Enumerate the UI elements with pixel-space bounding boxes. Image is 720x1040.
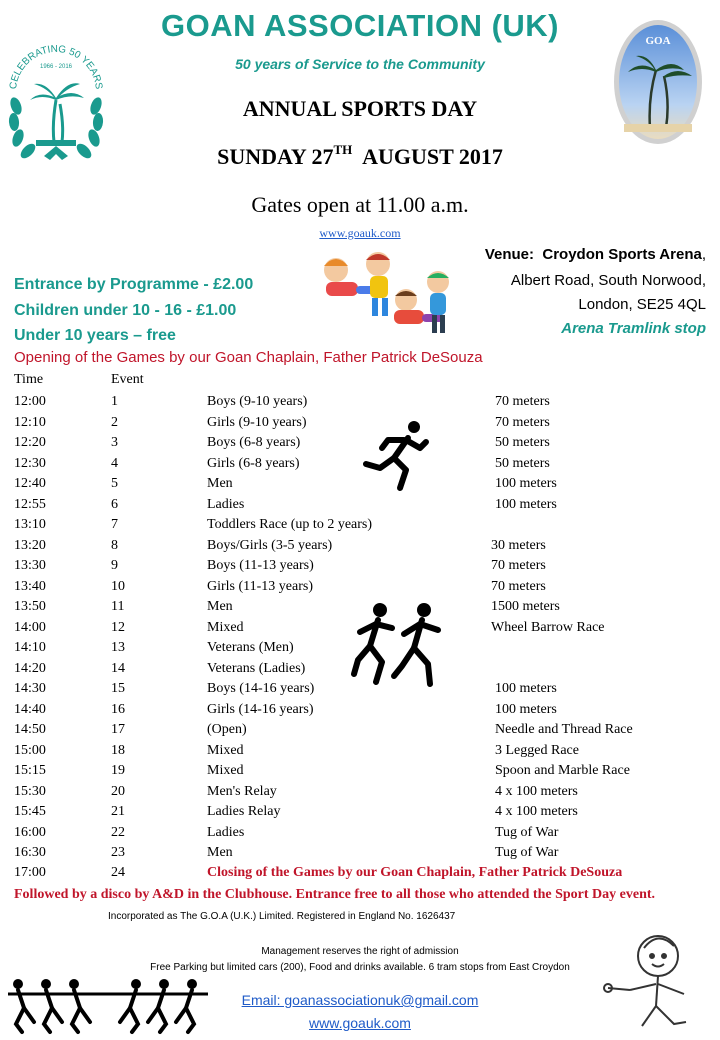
event-time: 14:00 xyxy=(14,619,46,635)
management-notice: Management reserves the right of admission xyxy=(261,946,459,957)
logo-arc-text: CELEBRATING 50 YEARS xyxy=(8,43,104,90)
event-distance: Needle and Thread Race xyxy=(495,722,633,737)
event-distance: Tug of War xyxy=(495,824,559,840)
event-distance: 3 Legged Race xyxy=(495,742,579,758)
event-number: 14 xyxy=(111,660,125,676)
event-number: 22 xyxy=(111,824,125,840)
event-number: 13 xyxy=(111,640,125,655)
event-time: 12:40 xyxy=(14,476,46,491)
event-time: 15:00 xyxy=(14,742,46,758)
schedule-row xyxy=(0,517,720,537)
schedule-row xyxy=(0,497,720,517)
event-distance: 50 meters xyxy=(495,435,550,450)
schedule-row xyxy=(0,722,720,742)
event-category: Mixed xyxy=(207,763,244,778)
schedule-row xyxy=(0,743,720,763)
event-number: 23 xyxy=(111,845,125,860)
date-suffix: TH xyxy=(333,142,353,157)
closing-text: Closing of the Games by our Goan Chaplain, Father Patrick DeSouza xyxy=(207,865,623,880)
event-distance: Wheel Barrow Race xyxy=(491,619,605,635)
schedule-row xyxy=(0,394,720,414)
runners-pair-icon xyxy=(350,598,450,692)
date-rest: AUGUST 2017 xyxy=(352,144,503,169)
incorporation-notice: Incorporated as The G.O.A (U.K.) Limited. Registered in England No. 1626437 xyxy=(108,911,456,922)
event-time: 13:10 xyxy=(14,517,46,532)
event-time: 14:40 xyxy=(14,701,46,717)
event-number: 2 xyxy=(111,414,118,430)
schedule-row xyxy=(0,702,720,722)
event-category: Girls (6-8 years) xyxy=(207,455,300,471)
event-category: Veterans (Men) xyxy=(207,640,294,655)
event-time: 16:30 xyxy=(14,845,46,860)
opening-ceremony: Opening of the Games by our Goan Chaplain, Father Patrick DeSouza xyxy=(14,349,483,366)
event-category: Men xyxy=(207,599,233,614)
event-number: 18 xyxy=(111,742,125,758)
event-category: Ladies xyxy=(207,496,245,512)
disco-notice: Followed by a disco by A&D in the Clubhouse. Entrance free to all those who attended the Sport Day event. xyxy=(14,887,656,902)
event-number: 16 xyxy=(111,701,125,717)
event-number: 3 xyxy=(111,435,118,450)
event-category: Boys (9-10 years) xyxy=(207,394,308,409)
email-link[interactable]: Email: goanassociationuk@gmail.com xyxy=(241,992,479,1008)
spoon-race-kid-illustration xyxy=(600,930,710,1036)
event-category: Mixed xyxy=(207,742,244,758)
org-name: GOAN ASSOCIATION (UK) xyxy=(161,8,559,43)
event-distance: 100 meters xyxy=(495,496,557,512)
event-category: Girls (11-13 years) xyxy=(207,578,314,594)
event-category: Men xyxy=(207,476,233,491)
event-number: 9 xyxy=(111,558,118,573)
event-time: 14:50 xyxy=(14,722,46,737)
closing-num: 24 xyxy=(111,865,125,880)
event-distance: 70 meters xyxy=(491,578,546,594)
event-time: 13:30 xyxy=(14,558,46,573)
event-distance: 50 meters xyxy=(495,455,550,471)
event-time: 14:30 xyxy=(14,681,46,696)
schedule-header-event: Event xyxy=(111,372,144,387)
date-prefix: SUNDAY 27 xyxy=(217,144,334,169)
tram-stop: Arena Tramlink stop xyxy=(561,320,706,337)
event-distance: Spoon and Marble Race xyxy=(495,763,630,778)
venue-label: Venue: xyxy=(484,246,535,263)
event-time: 15:15 xyxy=(14,763,46,778)
event-number: 6 xyxy=(111,496,118,512)
event-number: 7 xyxy=(111,517,118,532)
gates-open: Gates open at 11.00 a.m. xyxy=(251,192,469,217)
event-number: 12 xyxy=(111,619,125,635)
event-category: Men xyxy=(207,845,233,860)
event-distance: 70 meters xyxy=(491,558,546,573)
event-distance: 30 meters xyxy=(491,537,546,553)
venue-line-1 xyxy=(485,244,706,266)
event-number: 4 xyxy=(111,455,118,471)
event-time: 16:00 xyxy=(14,824,46,840)
event-time: 12:30 xyxy=(14,455,46,471)
logo-goa-text: GOA xyxy=(645,35,671,47)
event-time: 15:30 xyxy=(14,783,46,799)
event-time: 15:45 xyxy=(14,804,46,819)
event-number: 8 xyxy=(111,537,118,553)
event-number: 17 xyxy=(111,722,125,737)
event-date xyxy=(0,142,720,170)
event-category: Girls (14-16 years) xyxy=(207,701,314,717)
event-title: ANNUAL SPORTS DAY xyxy=(242,96,478,121)
event-distance: Tug of War xyxy=(495,845,559,860)
event-category: Toddlers Race (up to 2 years) xyxy=(207,517,373,532)
event-category: Ladies xyxy=(207,824,245,840)
schedule-row xyxy=(0,538,720,558)
venue-name: Croydon Sports Arena xyxy=(542,246,702,263)
schedule-row xyxy=(0,784,720,804)
entrance-fee-under10: Under 10 years – free xyxy=(14,327,176,344)
closing-time: 17:00 xyxy=(14,865,46,880)
runner-icon xyxy=(360,418,430,494)
event-distance: 100 meters xyxy=(495,476,557,491)
event-distance: 4 x 100 meters xyxy=(495,783,578,799)
schedule-row xyxy=(0,579,720,599)
website-link-top[interactable]: www.goauk.com xyxy=(319,226,401,240)
event-time: 12:00 xyxy=(14,394,46,409)
event-category: Veterans (Ladies) xyxy=(207,660,306,676)
venue-line-3: London, SE25 4QL xyxy=(578,296,706,313)
event-number: 10 xyxy=(111,578,125,594)
closing-row xyxy=(0,865,720,885)
schedule-header-time: Time xyxy=(14,372,44,387)
logo-years: 1966 - 2016 xyxy=(39,64,73,70)
event-number: 15 xyxy=(111,681,125,696)
schedule-row xyxy=(0,763,720,783)
tagline: 50 years of Service to the Community xyxy=(235,56,485,72)
event-number: 11 xyxy=(111,599,125,614)
event-number: 21 xyxy=(111,804,125,819)
parking-notice: Free Parking but limited cars (200), Food and drinks available. 6 tram stops from East Croydon xyxy=(150,962,570,973)
event-time: 14:20 xyxy=(14,660,46,676)
event-category: Mixed xyxy=(207,619,244,635)
event-category: (Open) xyxy=(207,722,247,737)
kids-race-illustration xyxy=(308,248,458,346)
event-number: 19 xyxy=(111,763,125,778)
event-time: 12:20 xyxy=(14,435,46,450)
event-time: 12:55 xyxy=(14,496,46,512)
schedule-row xyxy=(0,845,720,865)
event-category: Boys (14-16 years) xyxy=(207,681,315,696)
event-category: Men's Relay xyxy=(207,783,277,799)
event-distance: 70 meters xyxy=(495,414,550,430)
event-time: 13:50 xyxy=(14,599,46,614)
event-distance: 70 meters xyxy=(495,394,550,409)
event-category: Ladies Relay xyxy=(207,804,281,819)
event-time: 14:10 xyxy=(14,640,46,655)
event-distance: 4 x 100 meters xyxy=(495,804,578,819)
tug-of-war-icon xyxy=(4,974,212,1036)
event-distance: 100 meters xyxy=(495,681,557,696)
schedule-row xyxy=(0,804,720,824)
event-number: 1 xyxy=(111,394,118,409)
event-number: 20 xyxy=(111,783,125,799)
event-number: 5 xyxy=(111,476,118,491)
schedule-row xyxy=(0,558,720,578)
entrance-fee-children: Children under 10 - 16 - £1.00 xyxy=(14,302,237,319)
venue-line-2: Albert Road, South Norwood, xyxy=(510,272,706,289)
venue-comma: , xyxy=(701,246,706,263)
schedule-row xyxy=(0,825,720,845)
website-link-bottom[interactable]: www.goauk.com xyxy=(309,1015,411,1031)
event-category: Girls (9-10 years) xyxy=(207,414,307,430)
event-time: 13:40 xyxy=(14,578,46,594)
event-category: Boys/Girls (3-5 years) xyxy=(207,537,333,553)
event-distance: 1500 meters xyxy=(491,599,560,614)
event-category: Boys (6-8 years) xyxy=(207,435,301,450)
event-time: 13:20 xyxy=(14,537,46,553)
event-distance: 100 meters xyxy=(495,701,557,717)
event-time: 12:10 xyxy=(14,414,46,430)
entrance-fee-programme: Entrance by Programme - £2.00 xyxy=(14,276,254,293)
event-category: Boys (11-13 years) xyxy=(207,558,314,573)
